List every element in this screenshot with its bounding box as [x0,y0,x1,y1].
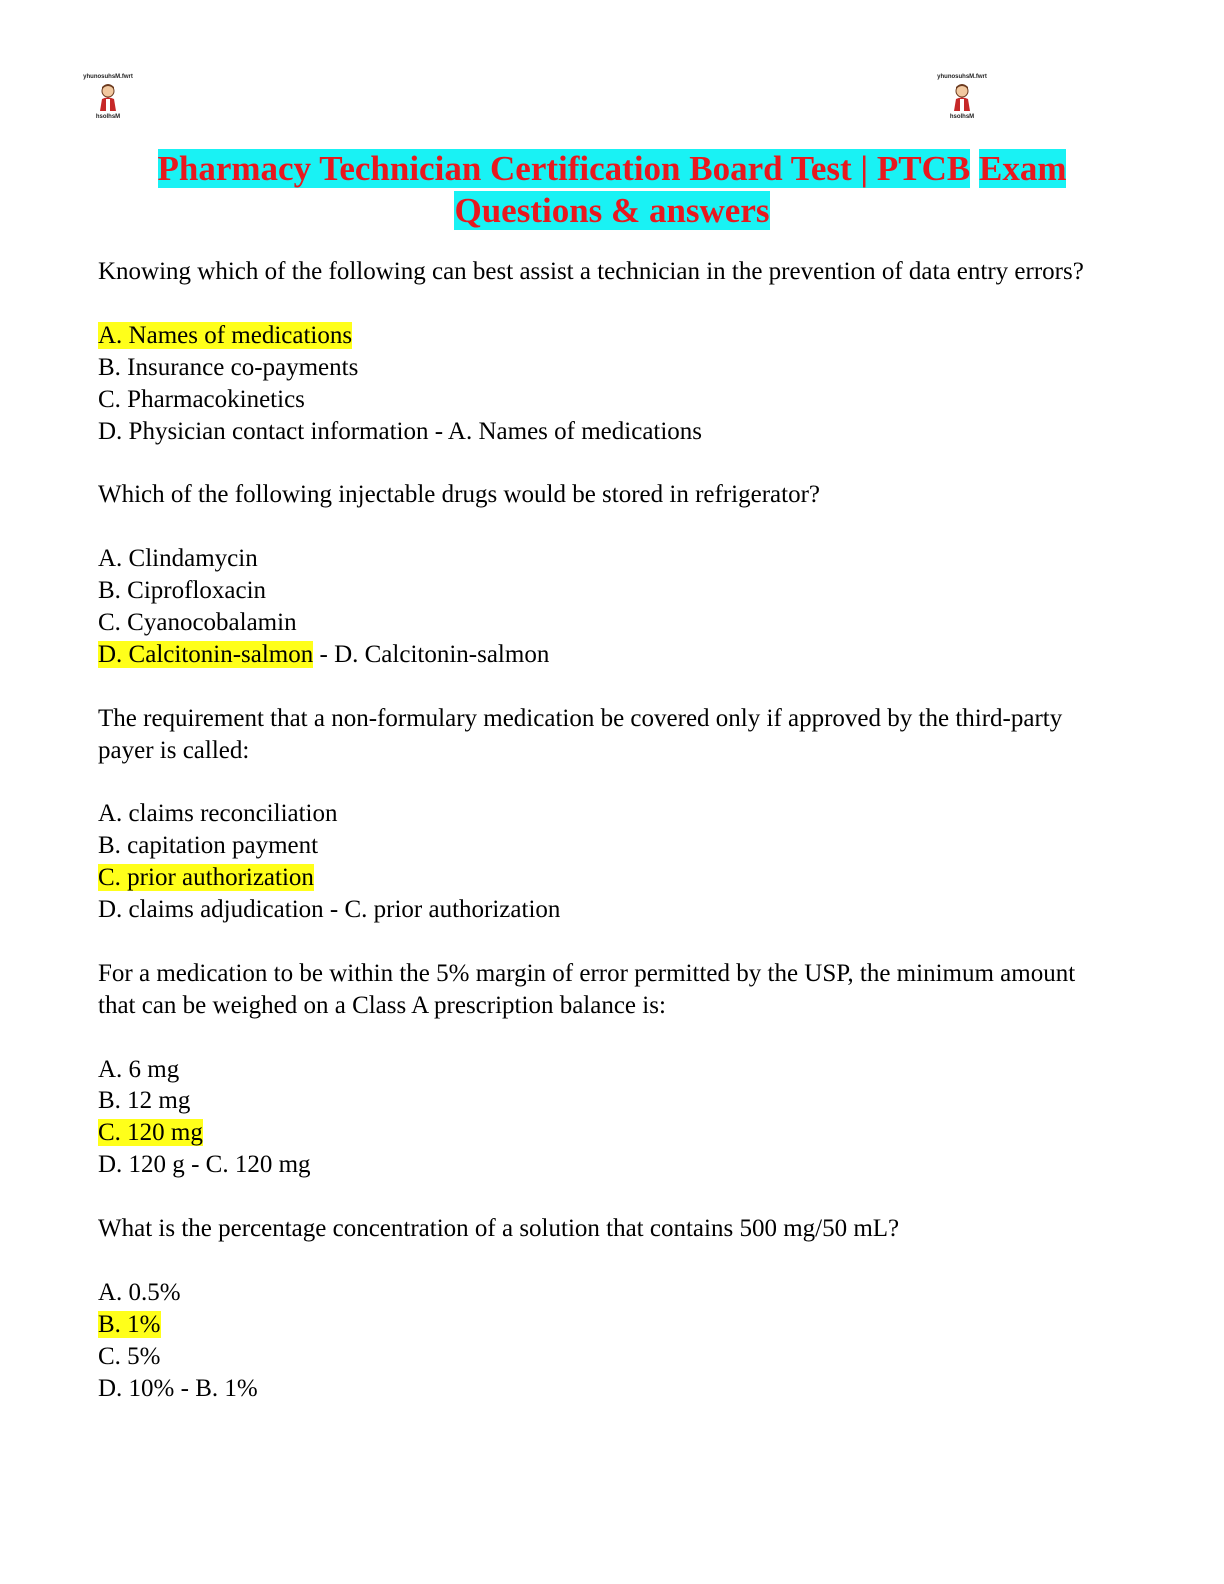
title-line-2 [0,190,1224,232]
option-a [98,320,1098,352]
option-a: A. 6 mg [98,1055,180,1083]
option-c [98,862,1098,894]
option-b: B. 12 mg [98,1087,191,1115]
answer-suffix: - D. Calcitonin-salmon [313,640,550,668]
logo-bottom-text: hsolhsM [949,114,975,120]
option-b: B. Insurance co-payments [98,353,359,381]
answer-suffix: - A. Names of medications [428,417,703,445]
option-b: B. capitation payment [98,832,319,860]
option-b: B. Ciprofloxacin [98,577,267,605]
question-block [98,958,1098,1181]
pharmacist-figure-icon [95,83,121,113]
question-block [98,256,1098,447]
option-d [98,1373,1098,1405]
option-d [98,416,1098,448]
option-d [98,639,1098,671]
option-d [98,1149,1098,1181]
option-label: D. Physician contact information [98,417,429,445]
title-part-2: Exam [978,149,1067,188]
correct-option-label: C. 120 mg [98,1119,203,1147]
question-text: What is the percentage concentration of a solution that contains 500 mg/50 mL? [98,1215,900,1243]
title-part-1: Pharmacy Technician Certification Board Test | PTCB [157,149,971,188]
correct-option-label: A. Names of medications [98,321,353,349]
option-c: C. Pharmacokinetics [98,385,305,413]
question-block [98,479,1098,670]
option-c: C. 5% [98,1342,161,1370]
logo-bottom-text: hsolhsM [95,114,121,120]
logo-top-text: yhunosuhsM.fwrt [83,74,133,80]
title-line-2-text: Questions & answers [454,191,770,230]
pharmacist-figure-icon [949,83,975,113]
correct-option-label: C. prior authorization [98,864,314,892]
option-label: D. 120 g [98,1151,185,1179]
answer-suffix: - B. 1% [174,1374,258,1402]
title-line-1 [0,148,1224,190]
option-d [98,894,1098,926]
option-c: C. Cyanocobalamin [98,608,297,636]
option-a: A. claims reconciliation [98,800,338,828]
correct-option-label: B. 1% [98,1310,161,1338]
option-b [98,1309,1098,1341]
question-list [98,256,1098,1436]
option-label: D. 10% [98,1374,175,1402]
answer-suffix: - C. 120 mg [184,1151,311,1179]
correct-option-label: D. Calcitonin-salmon [98,640,314,668]
question-text: Which of the following injectable drugs would be stored in refrigerator? [98,481,820,509]
answer-suffix: - C. prior authorization [323,896,561,924]
logo-right [932,74,992,130]
logo-top-text: yhunosuhsM.fwrt [937,74,987,80]
question-block [98,703,1098,926]
option-c [98,1117,1098,1149]
question-block [98,1213,1098,1404]
page-title [0,148,1224,232]
option-a: A. Clindamycin [98,545,258,573]
question-text: Knowing which of the following can best assist a technician in the prevention of data entry errors? [98,258,1084,285]
option-label: D. claims adjudication [98,896,324,924]
question-text: The requirement that a non-formulary medication be covered only if approved by the third-party payer is called: [98,704,1063,764]
question-text: For a medication to be within the 5% margin of error permitted by the USP, the minimum amount that can be weighed on a Class A prescription balance is: [98,959,1076,1019]
logo-left [78,74,138,130]
option-a: A. 0.5% [98,1278,181,1306]
